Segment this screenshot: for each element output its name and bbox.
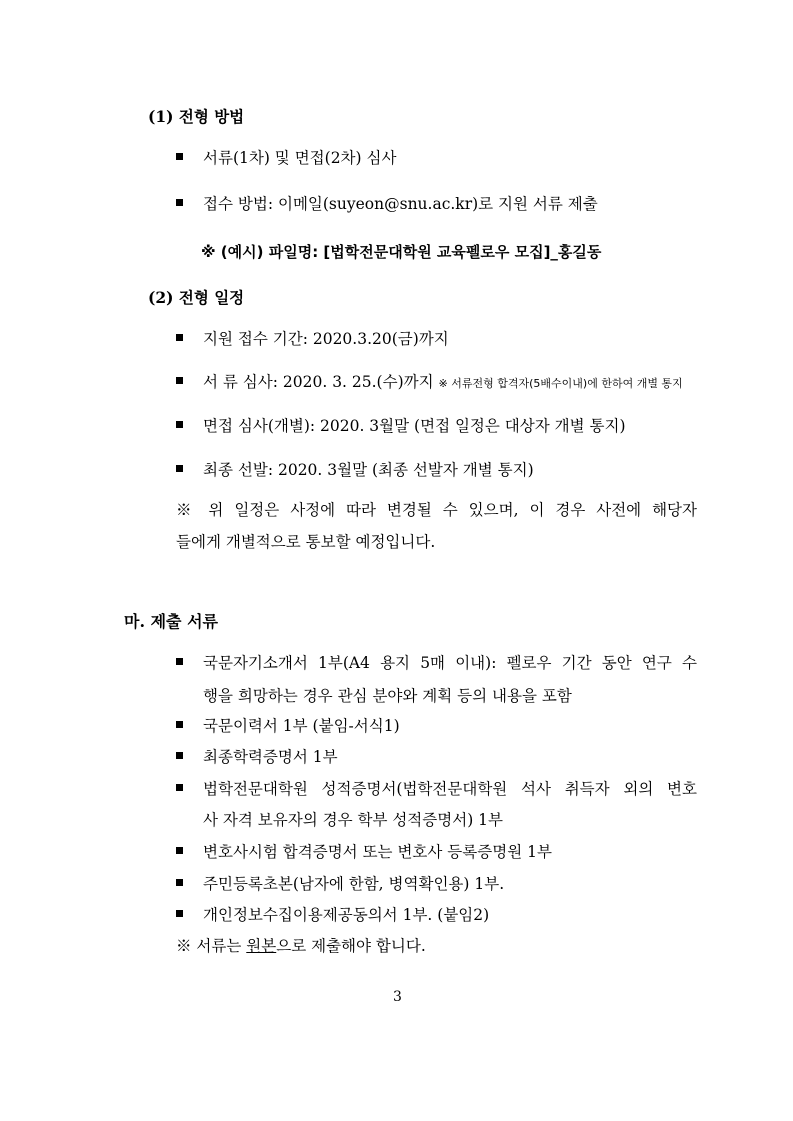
bullet-marker xyxy=(176,377,183,384)
bullet-marker xyxy=(176,721,183,728)
bullet-marker xyxy=(176,421,183,428)
schedule-item-3: 면접 심사(개별): 2020. 3월말 (면접 일정은 대상자 개별 통지) xyxy=(203,417,626,435)
schedule-note-line-2: 들에게 개별적으로 통보할 예정입니다. xyxy=(176,533,436,551)
section-heading-schedule: (2) 전형 일정 xyxy=(148,288,245,307)
documents-item-4-line-2: 사 자격 보유자의 경우 학부 성적증명서) 1부 xyxy=(203,811,504,829)
documents-item-7: 개인정보수집이용제공동의서 1부. (붙임2) xyxy=(203,906,490,924)
bullet-marker xyxy=(176,153,183,160)
filename-example: ※ (예시) 파일명: [법학전문대학원 교육펠로우 모집]_홍길동 xyxy=(201,243,602,261)
bullet-marker xyxy=(176,658,183,665)
underlined-original: 원본 xyxy=(246,937,277,955)
bullet-marker xyxy=(176,465,183,472)
documents-item-4-line-1: 법학전문대학원 성적증명서(법학전문대학원 석사 취득자 외의 변호 xyxy=(203,780,697,798)
bullet-marker xyxy=(176,784,183,791)
documents-item-5: 변호사시험 합격증명서 또는 변호사 등록증명원 1부 xyxy=(203,843,552,861)
bullet-marker xyxy=(176,199,183,206)
bullet-marker xyxy=(176,879,183,886)
bullet-marker xyxy=(176,752,183,759)
schedule-item-4: 최종 선발: 2020. 3월말 (최종 선발자 개별 통지) xyxy=(203,461,534,479)
method-item-2: 접수 방법: 이메일(suyeon@snu.ac.kr)로 지원 서류 제출 xyxy=(203,195,598,213)
documents-item-6: 주민등록초본(남자에 한함, 병역확인용) 1부. xyxy=(203,875,505,893)
documents-item-2: 국문이력서 1부 (붙임-서식1) xyxy=(203,717,400,735)
page-number: 3 xyxy=(393,989,402,1005)
documents-item-1-line-2: 행을 희망하는 경우 관심 분야와 계획 등의 내용을 포함 xyxy=(203,687,572,705)
document-screening-note: ※ 서류전형 합격자(5배수이내)에 한하여 개별 통지 xyxy=(438,377,683,390)
schedule-item-2: 서 류 심사: 2020. 3. 25.(수)까지 ※ 서류전형 합격자(5배수이내)에 한하여 개별 통지 xyxy=(203,373,683,391)
documents-item-3: 최종학력증명서 1부 xyxy=(203,748,338,766)
original-documents-note: ※ 서류는 원본으로 제출해야 합니다. xyxy=(176,937,426,955)
bullet-marker xyxy=(176,847,183,854)
section-heading-documents: 마. 제출 서류 xyxy=(124,612,218,631)
documents-item-1-line-1: 국문자기소개서 1부(A4 용지 5매 이내): 펠로우 기간 동안 연구 수 xyxy=(203,654,697,672)
bullet-marker xyxy=(176,334,183,341)
schedule-item-1: 지원 접수 기간: 2020.3.20(금)까지 xyxy=(203,330,449,348)
method-item-1: 서류(1차) 및 면접(2차) 심사 xyxy=(203,149,397,167)
section-heading-method: (1) 전형 방법 xyxy=(148,107,245,126)
bullet-marker xyxy=(176,910,183,917)
schedule-note-line-1: ※ 위 일정은 사정에 따라 변경될 수 있으며, 이 경우 사전에 해당자 xyxy=(176,501,697,519)
